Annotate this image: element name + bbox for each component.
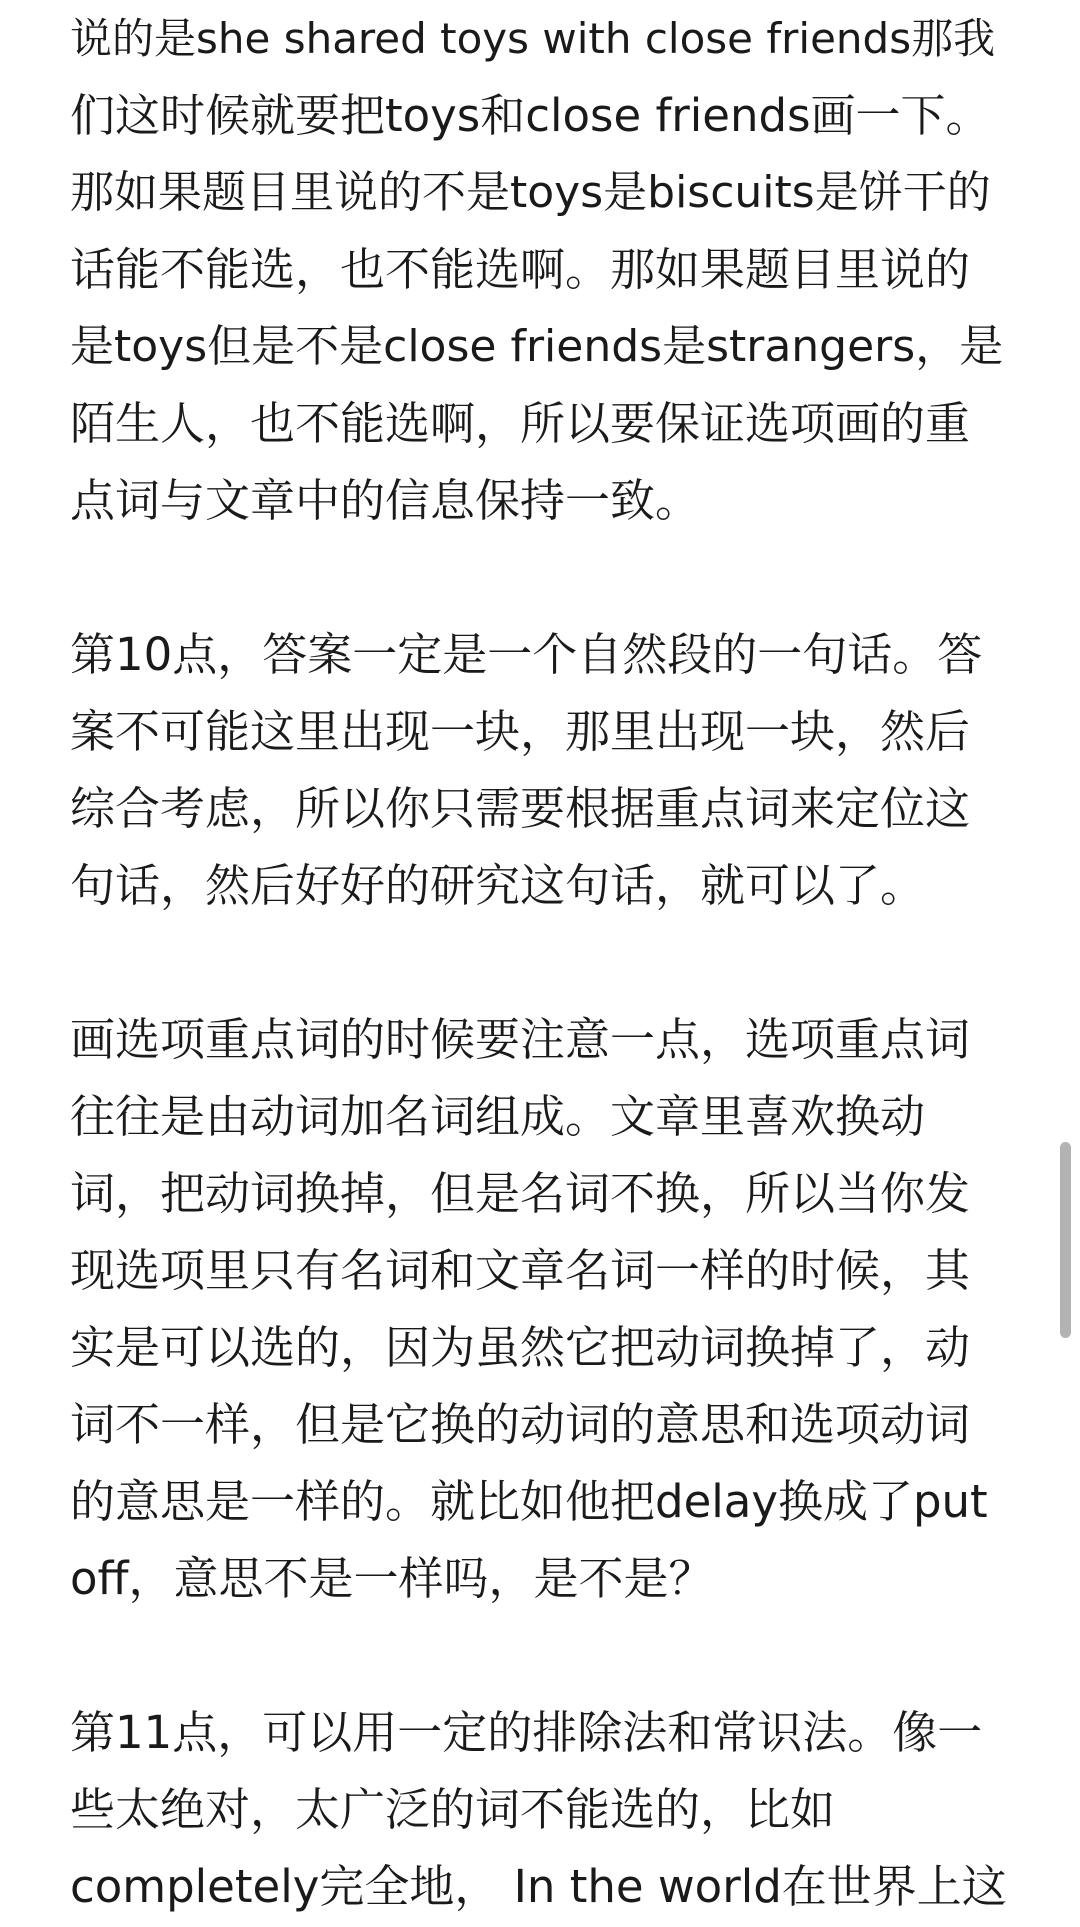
text-line: 画选项重点词的时候要注意一点，选项重点词: [70, 1013, 971, 1066]
text-line: 句话，然后好好的研究这句话，就可以了。: [70, 859, 926, 912]
text-line: 是toys但是不是close friends是strangers，是: [70, 321, 1004, 372]
vertical-scrollbar[interactable]: [1060, 0, 1072, 1927]
text-line: 综合考虑，所以你只需要根据重点词来定位这: [70, 782, 971, 835]
text-line: 第10点，答案一定是一个自然段的一句话。答: [70, 628, 983, 681]
text-line: completely完全地， In the world在世界上这: [70, 1860, 1007, 1913]
text-line: 往往是由动词加名词组成。文章里喜欢换动: [70, 1090, 926, 1143]
paragraph: [70, 0, 1010, 539]
scrollbar-thumb[interactable]: [1060, 1142, 1071, 1338]
paragraph-spacer: [70, 539, 1010, 616]
text-line: 说的是she shared toys with close friends那我: [70, 14, 996, 63]
article-body: [70, 0, 1010, 1925]
text-line: 话能不能选，也不能选啊。那如果题目里说的: [70, 243, 971, 296]
text-line: 陌生人，也不能选啊，所以要保证选项画的重: [70, 397, 971, 450]
text-line: 些太绝对，太广泛的词不能选的，比如: [70, 1783, 836, 1836]
text-line: 词不一样，但是它换的动词的意思和选项动词: [70, 1398, 971, 1451]
text-line: 实是可以选的，因为虽然它把动词换掉了，动: [70, 1321, 971, 1374]
paragraph: [70, 1001, 1010, 1617]
text-line: 的意思是一样的。就比如他把delay换成了put: [70, 1475, 988, 1528]
text-line: 点词与文章中的信息保持一致。: [70, 474, 701, 527]
text-line: 第11点，可以用一定的排除法和常识法。像一: [70, 1706, 983, 1759]
text-line: 案不可能这里出现一块，那里出现一块，然后: [70, 705, 971, 758]
text-line: off，意思不是一样吗，是不是？: [70, 1552, 714, 1605]
paragraph: [70, 1694, 1010, 1925]
text-line: 现选项里只有名词和文章名词一样的时候，其: [70, 1244, 971, 1297]
paragraph: [70, 616, 1010, 924]
paragraph-spacer: [70, 924, 1010, 1001]
text-line: 们这时候就要把toys和close friends画一下。: [70, 89, 991, 142]
paragraph-spacer: [70, 1617, 1010, 1694]
text-line: 词，把动词换掉，但是名词不换，所以当你发: [70, 1167, 971, 1220]
text-line: 那如果题目里说的不是toys是biscuits是饼干的: [70, 167, 991, 218]
